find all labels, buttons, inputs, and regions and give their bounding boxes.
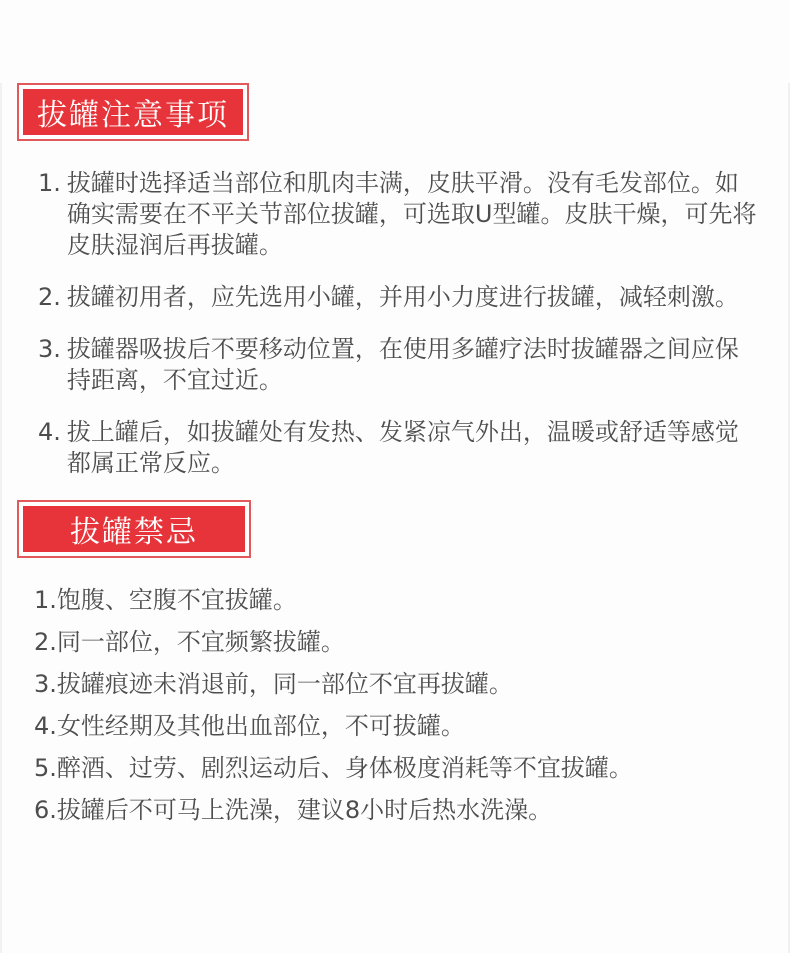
item-number: 2. xyxy=(38,283,61,311)
item-text: 醉酒、过劳、剧烈运动后、身体极度消耗等不宜拔罐。 xyxy=(56,754,633,782)
notice-list-item xyxy=(38,334,762,396)
item-text: 拔罐时选择适当部位和肌肉丰满，皮肤平滑。没有毛发部位。如确实需要在不平关节部位拔罐，可选取U型罐。皮肤干燥，可先将皮肤湿润后再拔罐。 xyxy=(66,169,757,259)
notice-list-item xyxy=(38,168,762,261)
taboo-list xyxy=(34,585,768,826)
item-text: 拔罐初用者，应先选用小罐，并用小力度进行拔罐，减轻刺激。 xyxy=(66,283,739,311)
item-number: 6. xyxy=(34,796,57,824)
item-text: 拔罐后不可马上洗澡，建议8小时后热水洗澡。 xyxy=(56,796,553,824)
item-number: 1. xyxy=(34,586,57,614)
item-number: 5. xyxy=(34,754,57,782)
notice-list-item xyxy=(38,282,762,313)
item-number: 4. xyxy=(34,712,57,740)
taboo-section-title: 拔罐禁忌 xyxy=(23,506,245,552)
taboo-list-item xyxy=(34,669,768,700)
notice-list-item xyxy=(38,417,762,479)
item-number: 4. xyxy=(38,418,61,446)
product-detail-page xyxy=(2,83,788,953)
item-text: 拔罐痕迹未消退前，同一部位不宜再拔罐。 xyxy=(56,670,513,698)
item-text: 女性经期及其他出血部位，不可拔罐。 xyxy=(56,712,465,740)
taboo-section-banner xyxy=(17,500,251,558)
item-number: 1. xyxy=(38,169,61,197)
taboo-list-item xyxy=(34,585,768,616)
item-number: 3. xyxy=(34,670,57,698)
notice-list xyxy=(38,168,762,479)
item-text: 拔罐器吸拔后不要移动位置，在使用多罐疗法时拔罐器之间应保持距离，不宜过近。 xyxy=(66,335,739,394)
item-text: 拔上罐后，如拔罐处有发热、发紧凉气外出，温暖或舒适等感觉都属正常反应。 xyxy=(66,418,739,477)
notice-section-title: 拔罐注意事项 xyxy=(23,89,243,135)
notice-section-banner xyxy=(17,83,249,141)
item-text: 饱腹、空腹不宜拔罐。 xyxy=(56,586,297,614)
item-number: 2. xyxy=(34,628,57,656)
item-number: 3. xyxy=(38,335,61,363)
taboo-list-item xyxy=(34,627,768,658)
item-text: 同一部位，不宜频繁拔罐。 xyxy=(56,628,345,656)
taboo-list-item xyxy=(34,753,768,784)
taboo-list-item xyxy=(34,795,768,826)
taboo-list-item xyxy=(34,711,768,742)
